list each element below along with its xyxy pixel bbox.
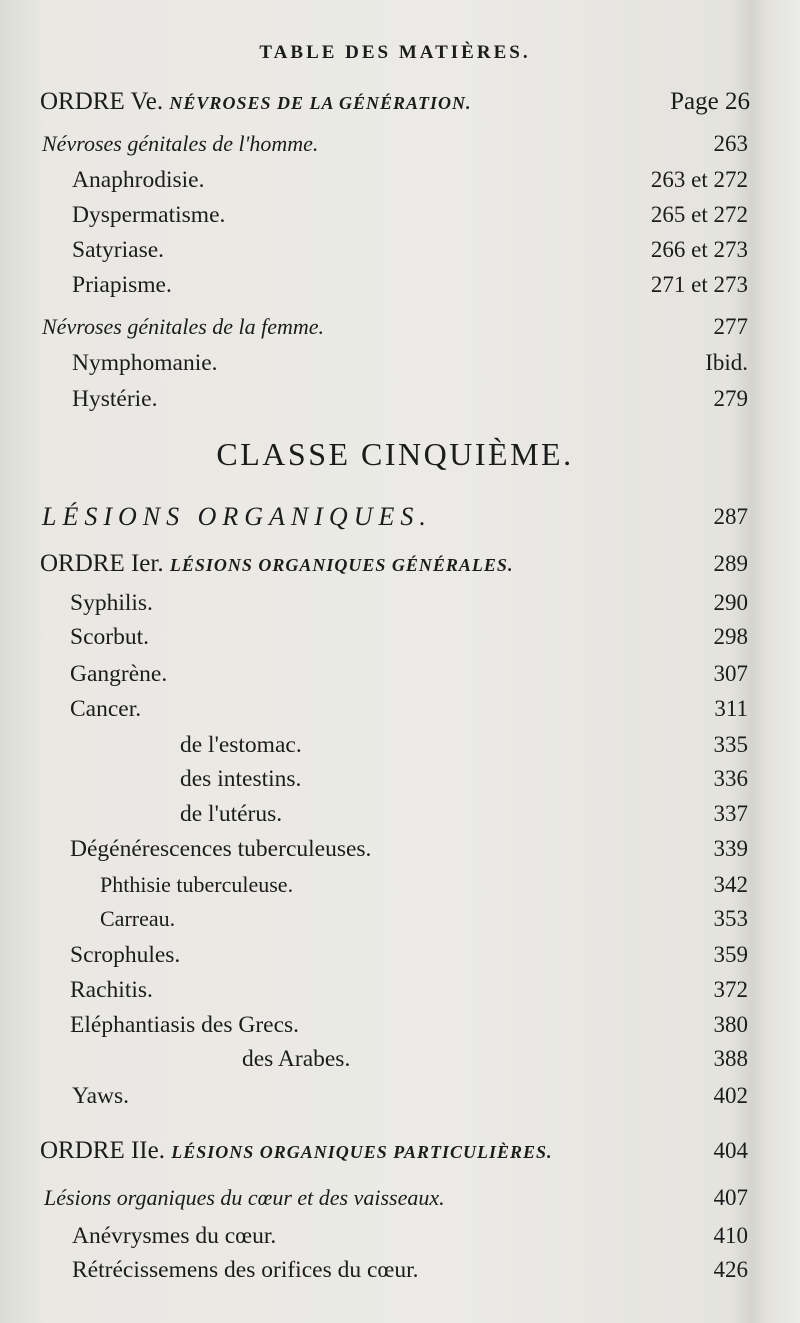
entry-label: des intestins.	[180, 766, 302, 792]
entry-label: de l'utérus.	[180, 801, 283, 827]
page-number: 279	[713, 386, 748, 411]
entry-label: Nymphomanie.	[72, 350, 218, 376]
toc-entry	[72, 198, 748, 232]
toc-entry	[72, 163, 748, 197]
entry-label: Dégénérescences tuberculeuses.	[70, 836, 372, 862]
page-number: 266 et 273	[650, 237, 748, 262]
toc-entry	[72, 382, 748, 416]
page-number: 359	[713, 942, 748, 967]
toc-entry	[100, 902, 748, 936]
page-number: 263 et 272	[650, 167, 748, 192]
toc-entry	[70, 832, 748, 866]
page-number: 263	[713, 131, 748, 156]
toc-entry	[100, 868, 748, 902]
page-number: 388	[713, 1046, 748, 1071]
toc-order-v	[40, 85, 750, 119]
toc-entry	[180, 797, 748, 831]
page-number: 342	[713, 872, 748, 897]
order-heading	[40, 547, 513, 582]
page-number: Page 26	[670, 88, 750, 115]
toc-entry	[72, 1253, 748, 1287]
order-prefix: ORDRE Ier.	[40, 550, 164, 577]
page-number: 311	[714, 696, 748, 721]
class-title: LÉSIONS ORGANIQUES.	[42, 502, 432, 531]
entry-label: Rétrécissemens des orifices du cœur.	[72, 1257, 419, 1283]
order-title: NÉVROSES DE LA GÉNÉRATION.	[169, 93, 472, 113]
section-title: Lésions organiques du cœur et des vaisseaux.	[44, 1185, 445, 1210]
toc-entry	[72, 233, 748, 267]
entry-label: Priapisme.	[72, 272, 172, 298]
toc-section-femme	[42, 310, 748, 344]
page-number: 336	[713, 766, 748, 791]
entry-label: Anaphrodisie.	[72, 167, 205, 193]
entry-label: Scorbut.	[70, 624, 149, 650]
page-number: 290	[713, 590, 748, 615]
page-number: 339	[713, 836, 748, 861]
entry-label: Gangrène.	[70, 661, 168, 687]
toc-entry	[72, 1079, 748, 1113]
toc-entry	[72, 346, 748, 380]
page-number: 372	[713, 977, 748, 1002]
page-number: 271 et 273	[650, 272, 748, 297]
page-number: 404	[713, 1138, 748, 1163]
entry-label: Yaws.	[72, 1083, 130, 1109]
toc-entry	[72, 1219, 748, 1253]
entry-label: de l'estomac.	[180, 732, 302, 758]
section-title: Névroses génitales de l'homme.	[42, 131, 319, 156]
order-title: LÉSIONS ORGANIQUES GÉNÉRALES.	[169, 555, 514, 575]
entry-label: Phthisie tuberculeuse.	[100, 872, 294, 897]
entry-label: Dyspermatisme.	[72, 202, 226, 228]
page-number: 307	[713, 661, 748, 686]
entry-label: Rachitis.	[70, 977, 153, 1003]
toc-order-ii	[40, 1134, 748, 1168]
page-number: 287	[713, 504, 748, 529]
toc-entry	[70, 1008, 748, 1042]
page-number: 402	[713, 1083, 748, 1108]
toc-entry	[70, 938, 748, 972]
toc-section-homme	[42, 127, 748, 161]
order-prefix: ORDRE Ve.	[40, 88, 164, 115]
toc-lesions-organiques	[42, 498, 748, 536]
entry-label: Hystérie.	[72, 386, 158, 412]
entry-label: Carreau.	[100, 906, 176, 931]
page-number: 277	[713, 314, 748, 339]
page-number: 337	[713, 801, 748, 826]
toc-entry	[70, 586, 748, 620]
entry-label: Cancer.	[70, 696, 142, 722]
toc-section-coeur	[44, 1181, 748, 1215]
class-heading: CLASSE CINQUIÈME.	[216, 436, 574, 472]
page-number: 335	[713, 732, 748, 757]
toc-order-i	[40, 547, 748, 581]
page-number: 289	[713, 551, 748, 576]
page-number: 426	[713, 1257, 748, 1282]
toc-entry	[70, 692, 748, 726]
toc-entry	[72, 268, 748, 302]
entry-label: Satyriase.	[72, 237, 165, 263]
page-number: 265 et 272	[650, 202, 748, 227]
page-number: Ibid.	[705, 350, 748, 375]
toc-entry	[180, 762, 748, 796]
order-heading	[40, 1134, 553, 1169]
entry-label: Scrophules.	[70, 942, 181, 968]
page-number: 410	[713, 1223, 748, 1248]
page-number: 353	[713, 906, 748, 931]
toc-entry	[180, 728, 748, 762]
order-title: LÉSIONS ORGANIQUES PARTICULIÈRES.	[171, 1142, 553, 1162]
toc-entry	[70, 620, 748, 654]
toc-entry	[242, 1042, 748, 1076]
page-number: 407	[713, 1185, 748, 1210]
entry-label: des Arabes.	[242, 1046, 351, 1072]
page-number: 380	[713, 1012, 748, 1037]
page-number: 298	[713, 624, 748, 649]
toc-entry	[70, 973, 748, 1007]
page-edge	[752, 0, 800, 1323]
entry-label: Anévrysmes du cœur.	[72, 1223, 277, 1249]
section-title: Névroses génitales de la femme.	[42, 314, 325, 339]
toc-entry	[70, 657, 748, 691]
entry-label: Syphilis.	[70, 590, 153, 616]
running-head: TABLE DES MATIÈRES.	[259, 42, 531, 63]
order-prefix: ORDRE IIe.	[40, 1137, 165, 1164]
entry-label: Eléphantiasis des Grecs.	[70, 1012, 300, 1038]
order-heading	[40, 85, 472, 120]
